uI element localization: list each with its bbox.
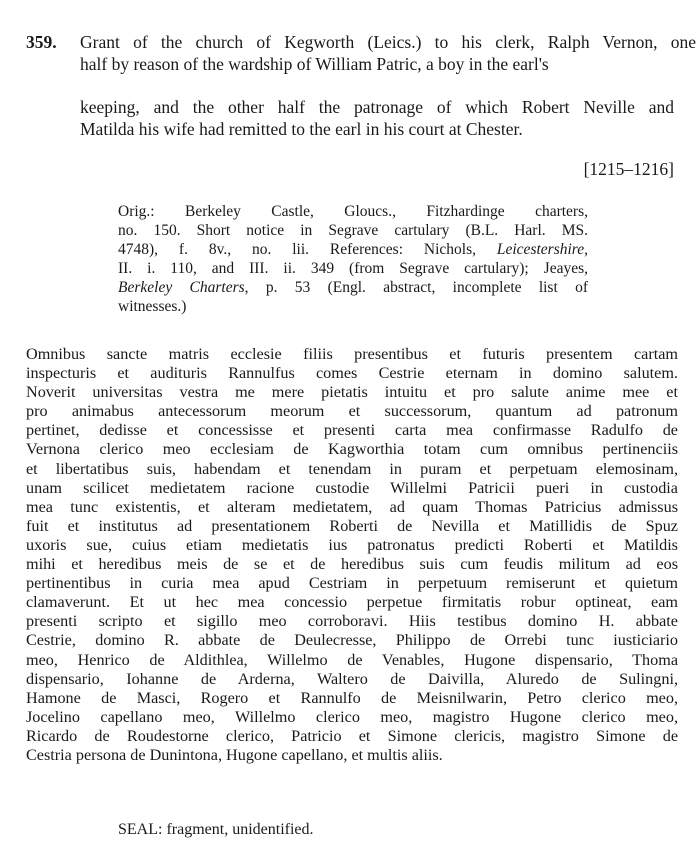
source-text: , p. 53 (Engl. abstract, incomplete list of [244, 279, 589, 296]
source-title-italic: Leicestershire [496, 241, 585, 258]
charter-text [26, 345, 678, 765]
charter-line: Jocelino capellano meo, Willelmo clerico meo, magistro Hugone clerico meo, [26, 707, 678, 726]
source-line: no. 150. Short notice in Segrave cartulary (B.L. Harl. MS. [118, 222, 588, 239]
summary-line: half by reason of the wardship of William Patric, a boy in the earl's [80, 54, 549, 74]
charter-line: Omnibus sancte matris ecclesie filiis presentibus et futuris presentem cartam [26, 345, 678, 363]
charter-line: dispensario, Iohanne de Arderna, Waltero de Daivilla, Aluredo de Sulingni, [26, 669, 678, 688]
charter-line: Hamone de Masci, Rogero et Rannulfo de Meisnilwarin, Petro clerico meo, [26, 688, 678, 707]
entry-number: 359. [26, 32, 57, 52]
charter-line: Noverit universitas vestra me mere pietatis intuitu et pro salute anime mee et [26, 383, 678, 402]
charter-line: mihi et heredibus meis de se et de heredibus suis cum feudis militum ad eos [26, 555, 678, 574]
charter-line: et libertatibus suis, habendam et tenendam in puram et perpetuam elemosinam, [26, 459, 678, 478]
summary-line: Grant of the church of Kegworth (Leics.) to his clerk, Ralph Vernon, one [80, 32, 696, 52]
charter-line: fuit et institutus ad presentationem Roberti de Nevilla et Matillidis de Spuz [26, 516, 678, 535]
charter-line: meo, Henrico de Aldithlea, Willelmo de Venables, Hugone dispensario, Thoma [26, 650, 678, 669]
charter-line: inspecturis et audituris Rannulfus comes Cestrie eternam in domino salutem. [26, 364, 678, 383]
charter-line: unam scilicet medietatem racione custodie Willelmi Patricii pueri in custodia [26, 478, 678, 497]
summary-line: Matilda his wife had remitted to the earl in his court at Chester. [80, 119, 523, 139]
source-line: Orig.: Berkeley Castle, Gloucs., Fitzhardinge charters, [118, 203, 588, 220]
charter-line: pro animabus antecessorum meorum et successorum, quantum ad patronum [26, 402, 678, 421]
charter-line: Vernona clerico meo ecclesiam de Kagworthia totam cum omnibus pertinenciis [26, 440, 678, 459]
charter-line: Ricardo de Roudestorne clerico, Patricio et Simone clericis, magistro Simone de [26, 726, 678, 745]
charter-line: presenti scripto et sigillo meo corroboravi. Hiis testibus domino H. abbate [26, 612, 678, 631]
charter-line: pertinentibus in curia mea apud Cestriam in perpetuum remiserunt et quietum [26, 574, 678, 593]
source-text: 4748), f. 8v., no. lii. References: Nichols, [118, 241, 497, 258]
entry-summary-part-2 [80, 96, 674, 140]
charter-line: Cestria persona de Dunintona, Hugone capellano, et multis aliis. [26, 745, 443, 764]
charter-line: clamaverunt. Et ut hec mea concessio perpetue firmitatis robur optineat, eam [26, 593, 678, 612]
source-text: , [584, 241, 588, 258]
source-line [118, 278, 588, 297]
seal-note: SEAL: fragment, unidentified. [118, 821, 314, 838]
entry-date: [1215–1216] [583, 159, 674, 179]
entry-summary-part-1 [80, 31, 696, 75]
source-title-italic: Berkeley Charters [118, 279, 245, 296]
charter-line: mea tunc existentis, et alteram medietatem, ad quam Thomas Patricius admissus [26, 497, 678, 516]
charter-line: pertinet, dedisse et concessisse et presenti carta mea confirmasse Radulfo de [26, 421, 678, 440]
summary-line: keeping, and the other half the patronage of which Robert Neville and [80, 97, 674, 117]
source-line: witnesses.) [118, 298, 187, 315]
source-line: II. i. 110, and III. ii. 349 (from Segrave cartulary); Jeayes, [118, 260, 588, 277]
source-line [118, 240, 588, 259]
source-note [118, 202, 588, 316]
charter-line: uxoris sue, cuius etiam medietatis ius patronatus predicti Roberti et Matildis [26, 535, 678, 554]
charter-line: Cestrie, domino R. abbate de Deulecresse, Philippo de Orrebi tunc iusticiario [26, 631, 678, 650]
